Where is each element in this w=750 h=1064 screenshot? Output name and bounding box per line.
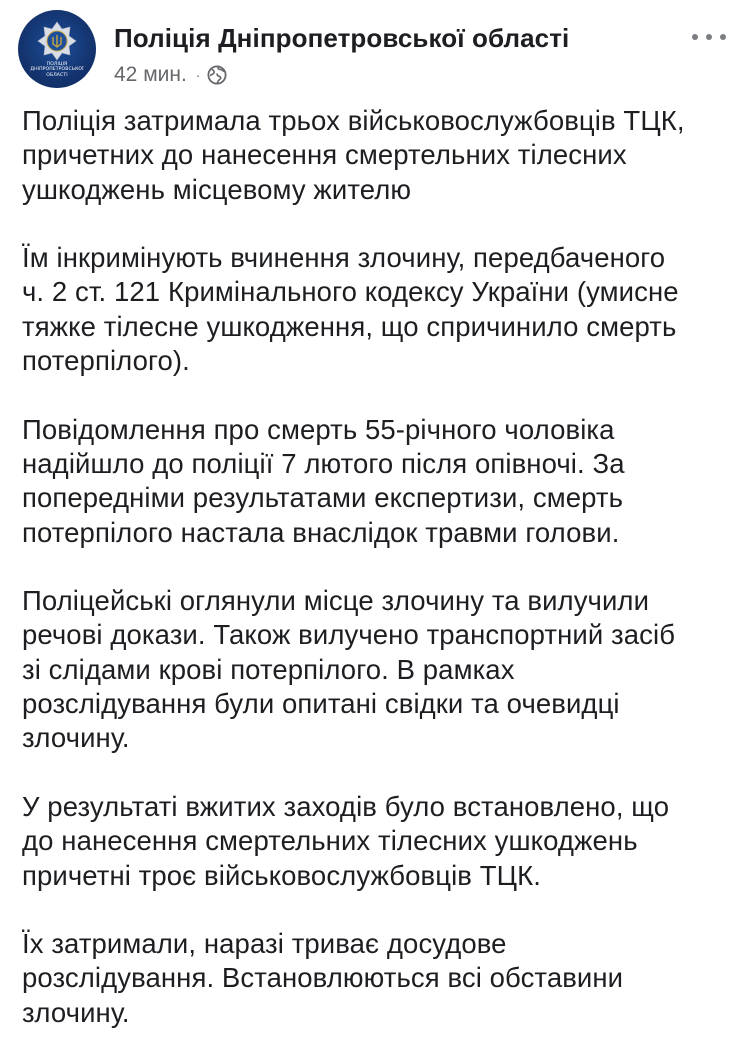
post-header <box>18 10 740 90</box>
more-dots-icon <box>706 34 712 40</box>
avatar-caption: ПОЛІЦІЯ ДНІПРОПЕТРОВСЬКОЇ ОБЛАСТІ <box>30 62 84 78</box>
globe-icon[interactable] <box>207 65 227 85</box>
post-meta <box>114 62 227 88</box>
post-paragraph: Поліція затримала трьох військовослужбовців ТЦК, причетних до нанесення смертельних тілесних ушкоджень місцевому жителю <box>22 105 685 205</box>
post-paragraph: Їх затримали, наразі триває досудове розслідування. Встановлюються всі обставини злочину. <box>22 928 624 1028</box>
more-options-button[interactable] <box>692 24 726 50</box>
post-paragraph: У результаті вжитих заходів було встановлено, що до нанесення смертельних тілесних ушкоджень причетні троє військовослужбовців ТЦК. <box>22 790 670 891</box>
post-paragraph: Поліцейські оглянули місце злочину та вилучили речові докази. Також вилучено транспортний засіб зі слідами крові потерпілого. В рамках розслідування були опитані свідки та очевидці злочину. <box>22 585 676 754</box>
page-name[interactable]: Поліція Дніпропетровської області <box>114 23 570 53</box>
more-dots-icon <box>720 34 726 40</box>
more-dots-icon <box>692 34 698 40</box>
post-timestamp[interactable]: 42 мин. <box>114 63 187 86</box>
meta-separator: · <box>195 67 201 83</box>
avatar[interactable] <box>18 10 96 88</box>
post-paragraph: Їм інкримінують вчинення злочину, передбаченого ч. 2 ст. 121 Кримінального кодексу України (умисне тяжке тілесне ушкодження, що спричинило смерть потерпілого). <box>22 242 679 377</box>
post-body <box>22 104 734 1064</box>
post-paragraph: Повідомлення про смерть 55-річного чоловіка надійшло до поліції 7 лютого після опівночі. За попередніми результатами експертизи, смерть потерпілого настала внаслідок травми голови. <box>22 413 625 548</box>
